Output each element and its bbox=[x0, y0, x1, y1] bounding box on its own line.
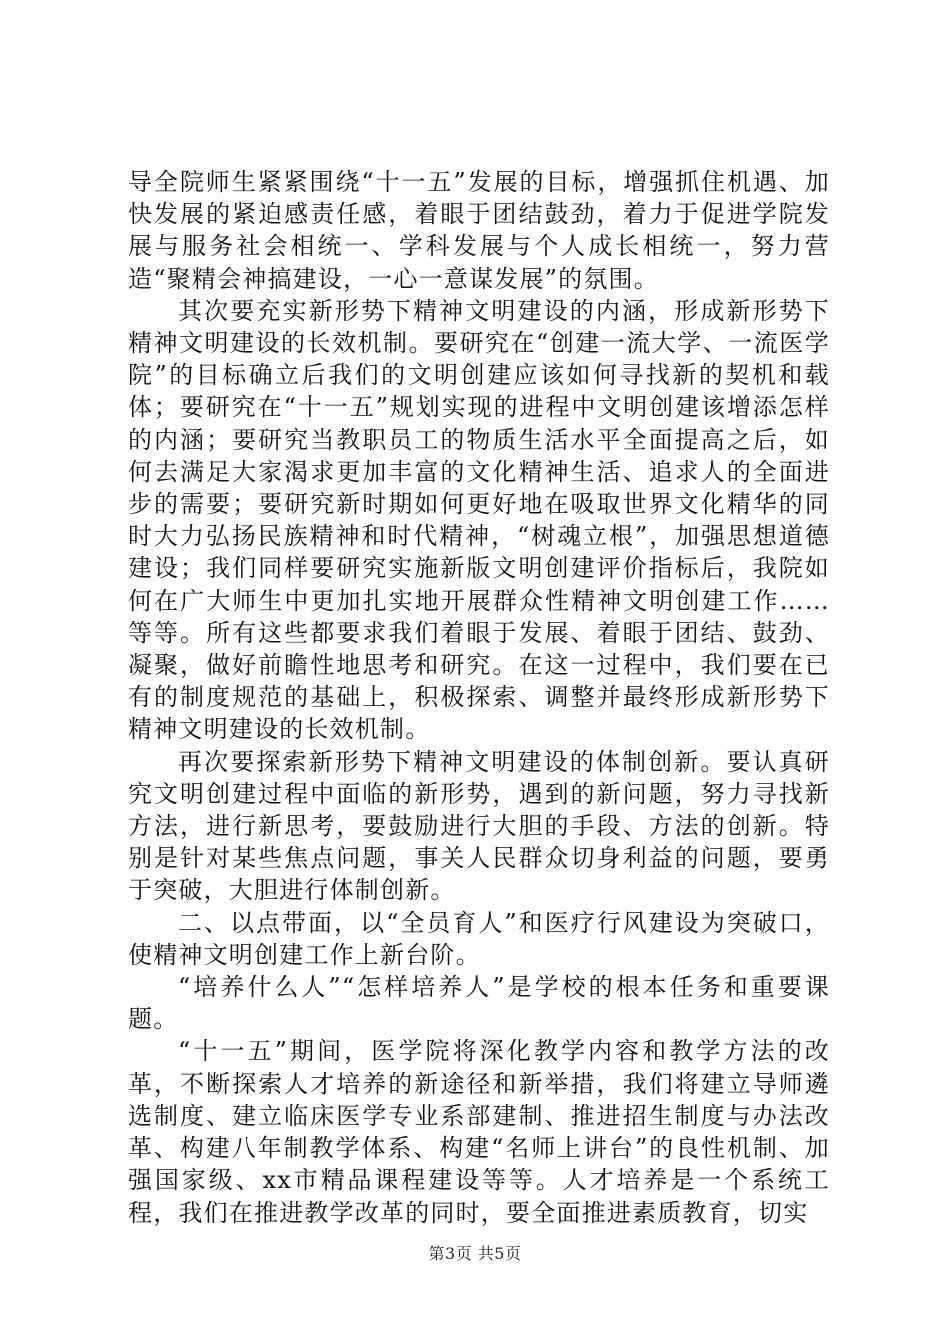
paragraph-2: 其次要充实新形势下精神文明建设的内涵，形成新形势下精神文明建设的长效机制。要研究在“创建一流大学、一流医学院”的目标确立后我们的文明创建应该如何寻找新的契机和载体；要研究在“十一五”规划实现的进程中文明创建该增添怎样的内涵；要研究当教职员工的物质生活水平全面提高之后，如何去满足大家渴求更加丰富的文化精神生活、追求人的全面进步的需要；要研究新时期如何更好地在吸取世界文化精华的同时大力弘扬民族精神和时代精神，“树魂立根”，加强思想道德建设；我们同样要研究实施新版文明创建评价指标后，我院如何在广大师生中更加扎实地开展群众性精神文明创建工作……等等。所有这些都要求我们着眼于发展、着眼于团结、鼓劲、凝聚，做好前瞻性地思考和研究。在这一过程中，我们要在已有的制度规范的基础上，积极探索、调整并最终形成新形势下精神文明建设的长效机制。 bbox=[128, 296, 830, 744]
paragraph-6: “十一五”期间，医学院将深化教学内容和教学方法的改革，不断探索人才培养的新途径和新举措，我们将建立导师遴选制度、建立临床医学专业系部建制、推进招生制度与办法改革、构建八年制教学体系、构建“名师上讲台”的良性机制、加强国家级、xx市精品课程建设等等。人才培养是一个系统工程，我们在推进教学改革的同时，要全面推进素质教育，切实 bbox=[128, 1037, 830, 1227]
page-number-footer: 第3页 共5页 bbox=[428, 1244, 522, 1263]
document-body bbox=[128, 166, 830, 1229]
paragraph-4: 二、以点带面，以“全员育人”和医疗行风建设为突破口，使精神文明创建工作上新台阶。 bbox=[128, 908, 830, 969]
paragraph-5: “培养什么人”“怎样培养人”是学校的根本任务和重要课题。 bbox=[128, 973, 830, 1034]
paragraph-3: 再次要探索新形势下精神文明建设的体制创新。要认真研究文明创建过程中面临的新形势，遇到的新问题，努力寻找新方法，进行新思考，要鼓励进行大胆的手段、方法的创新。特别是针对某些焦点问题，事关人民群众切身利益的问题，要勇于突破，大胆进行体制创新。 bbox=[128, 747, 830, 905]
paragraph-1: 导全院师生紧紧围绕“十一五”发展的目标，增强抓住机遇、加快发展的紧迫感责任感，着眼于团结鼓劲，着力于促进学院发展与服务社会相统一、学科发展与个人成长相统一，努力营造“聚精会神搞建设，一心一意谋发展”的氛围。 bbox=[128, 168, 830, 293]
